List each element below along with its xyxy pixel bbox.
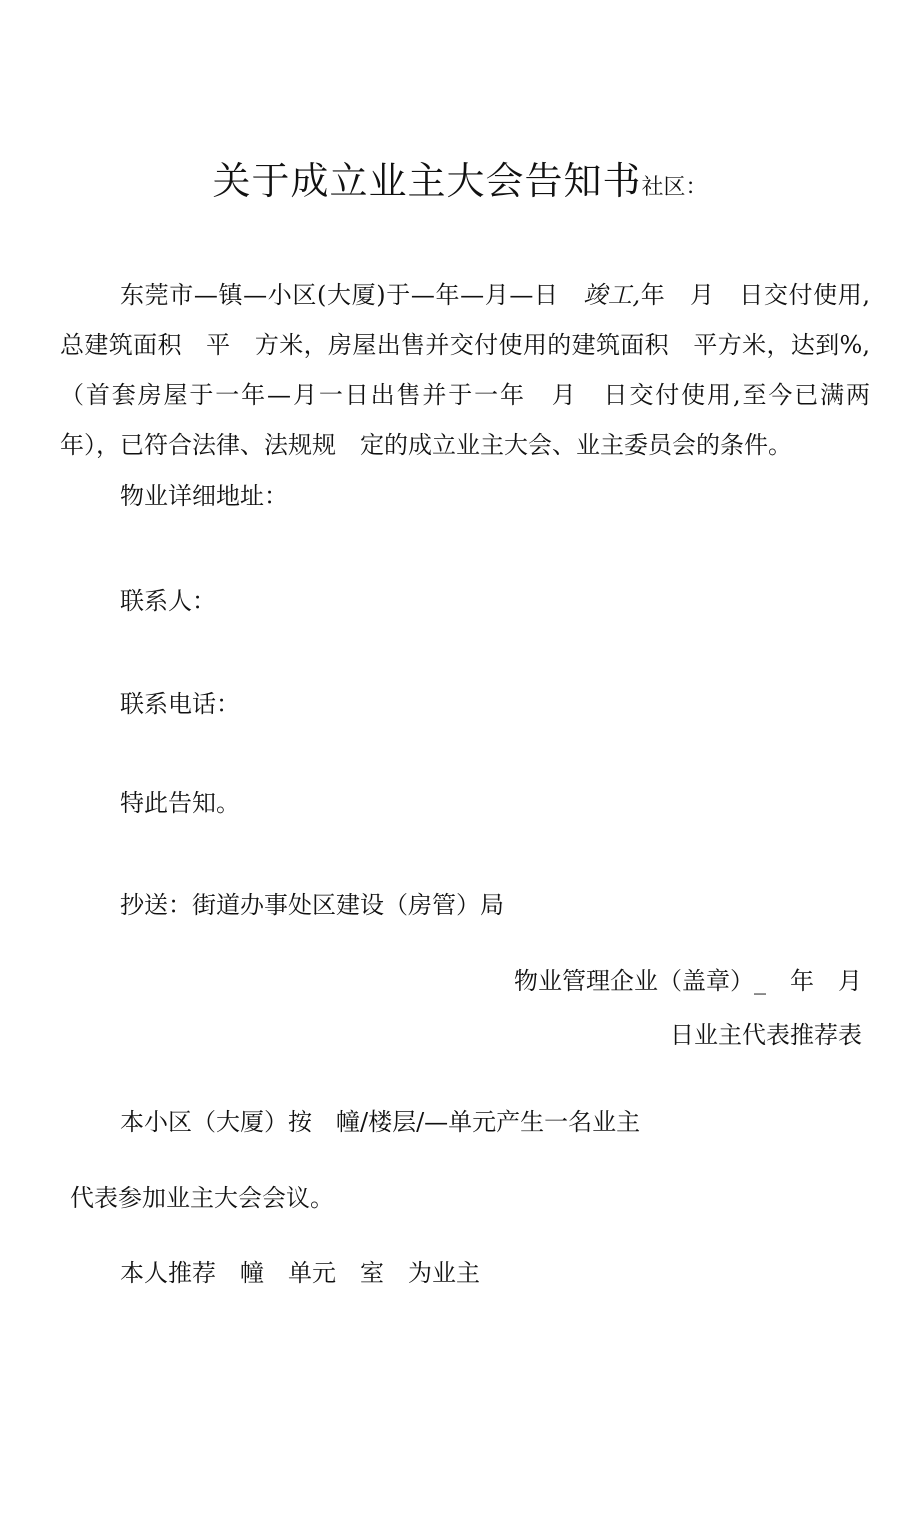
- notice-text: 特此告知。: [120, 789, 240, 817]
- phone-label: 联系电话：: [120, 690, 240, 718]
- recommend-line-2: 代表参加业主大会会议。: [70, 1184, 334, 1212]
- recommend-line-1: 本小区（大厦）按 幢/楼层/—单元产生一名业主: [120, 1108, 641, 1136]
- recommend-line-3: 本人推荐 幢 单元 室 为业主: [120, 1259, 480, 1287]
- address-label: 物业详细地址：: [120, 482, 288, 510]
- paragraph-part1: 东莞市—镇—小区(大厦)于—年—月—日: [120, 281, 559, 309]
- paragraph-italic: 竣工,: [583, 281, 641, 309]
- document-title: 关于成立业主大会告知书: [212, 159, 642, 203]
- date-and-form-title: 日业主代表推荐表: [670, 1021, 862, 1049]
- cc-line: 抄送：街道办事处区建设（房管）局: [120, 891, 504, 919]
- paragraph-part2: 年 月 日交付使用,总建筑面积 平 方米，房屋出售并交付使用的建筑面积 平方米，达到%,（首套房屋于一年—月一日出售并于一年 月 日交付使用,至今已满两年），已符合法律、法规规 定的成立业主大会、业主委员会的条件。: [60, 281, 870, 459]
- title-suffix: 社区：: [641, 175, 708, 200]
- main-paragraph: [60, 270, 870, 470]
- contact-label: 联系人：: [120, 587, 216, 615]
- signature-line: 物业管理企业（盖章）_ 年 月: [514, 967, 862, 995]
- title-line: [0, 150, 920, 205]
